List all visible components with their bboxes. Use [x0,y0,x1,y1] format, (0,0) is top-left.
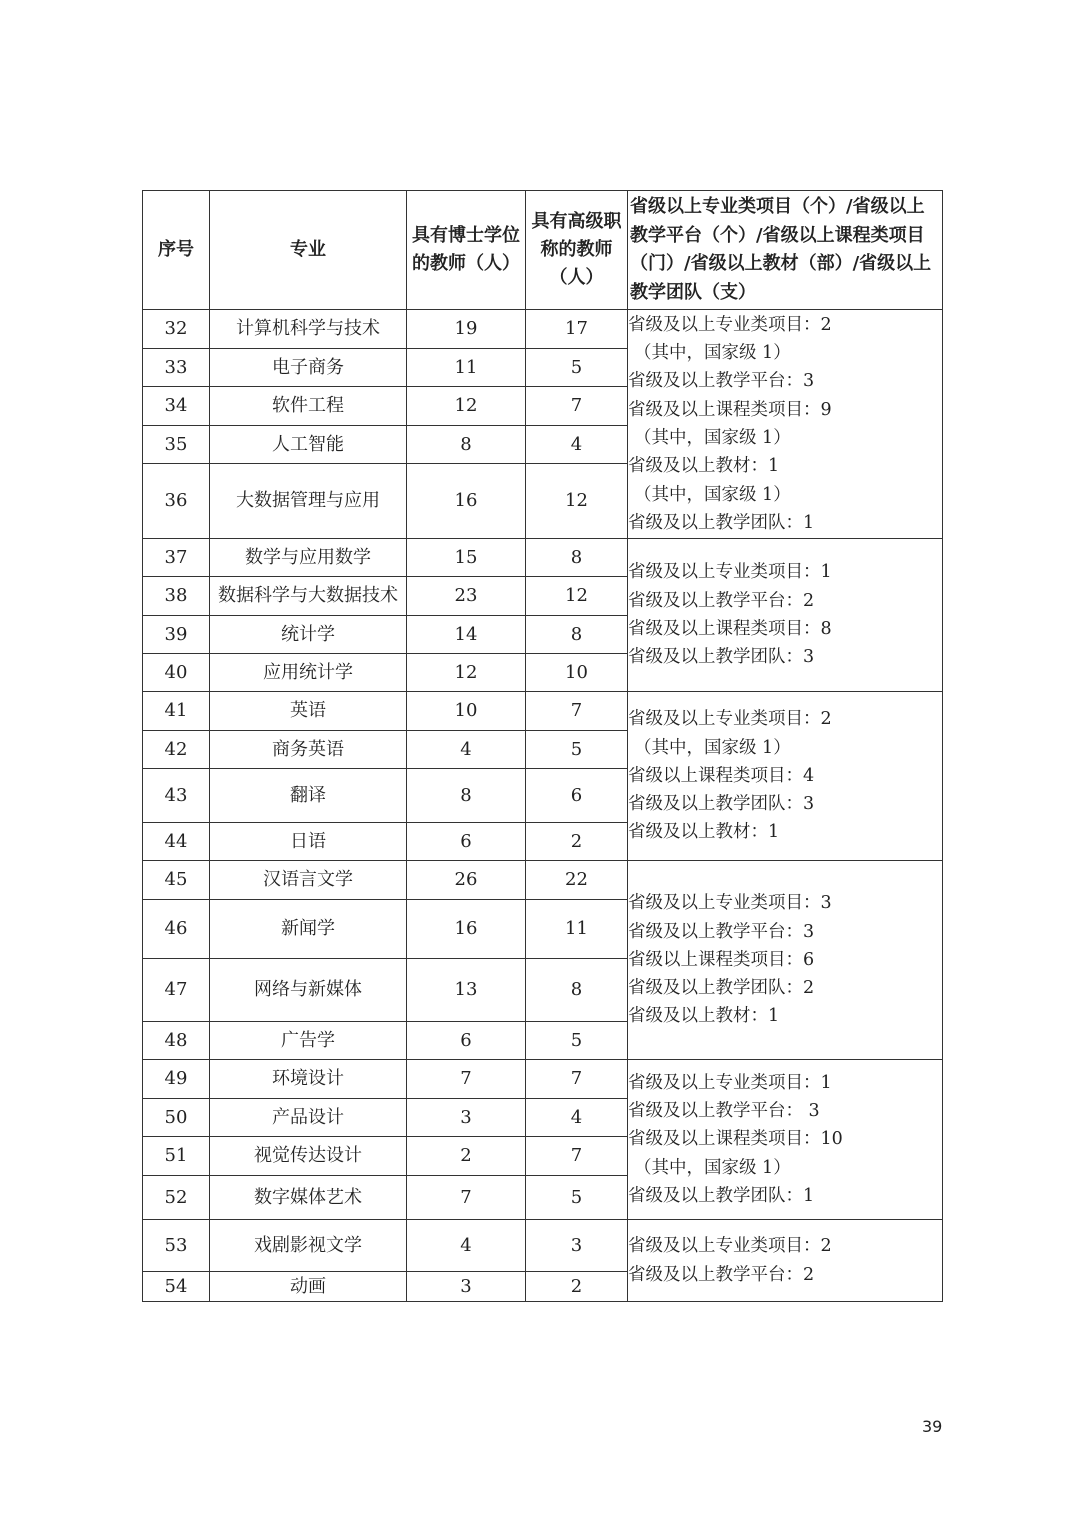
cell-phd: 10 [407,692,526,731]
project-summary-line: 省级及以上教学团队：2 [628,978,815,999]
cell-phd: 19 [407,310,526,349]
cell-senior: 5 [526,731,628,769]
cell-phd: 26 [407,861,526,900]
cell-major: 新闻学 [210,900,407,959]
table-row [143,692,943,731]
cell-phd: 23 [407,577,526,616]
cell-seq: 44 [143,823,210,861]
cell-major: 电子商务 [210,349,407,387]
cell-senior: 8 [526,539,628,577]
cell-major: 数学与应用数学 [210,539,407,577]
cell-seq: 39 [143,616,210,654]
header-projects: 省级以上专业类项目（个）/省级以上教学平台（个）/省级以上课程类项目（门）/省级以上教材（部）/省级以上教学团队（支） [628,191,943,310]
page-number: 39 [922,1417,943,1436]
cell-senior: 12 [526,464,628,539]
project-summary-line: 省级及以上专业类项目：2 [628,709,832,730]
cell-major: 大数据管理与应用 [210,464,407,539]
project-summary-line: 省级及以上课程类项目：10 [628,1129,843,1150]
project-summary-line: 省级及以上教材：1 [628,1006,780,1027]
project-summary-line: （其中，国家级 1） [634,1157,791,1178]
cell-major: 网络与新媒体 [210,959,407,1022]
cell-phd: 14 [407,616,526,654]
project-summary-line: 省级及以上专业类项目：2 [628,1236,832,1257]
header-senior: 具有高级职称的教师（人） [526,191,628,310]
cell-phd: 6 [407,823,526,861]
cell-senior: 3 [526,1220,628,1272]
cell-senior: 5 [526,1022,628,1060]
cell-seq: 42 [143,731,210,769]
header-phd: 具有博士学位的教师（人） [407,191,526,310]
project-summary-line: （其中，国家级 1） [634,737,791,758]
cell-seq: 38 [143,577,210,616]
cell-phd: 3 [407,1099,526,1137]
cell-senior: 6 [526,769,628,823]
cell-senior: 22 [526,861,628,900]
cell-phd: 8 [407,769,526,823]
table-row [143,1060,943,1099]
header-seq: 序号 [143,191,210,310]
cell-phd: 7 [407,1176,526,1220]
table-row [143,1220,943,1272]
project-summary-line: 省级及以上教学平台：3 [628,921,815,942]
cell-major: 商务英语 [210,731,407,769]
cell-phd: 12 [407,654,526,692]
cell-major: 产品设计 [210,1099,407,1137]
cell-phd: 8 [407,426,526,464]
cell-major: 翻译 [210,769,407,823]
cell-phd: 15 [407,539,526,577]
project-summary-cell [628,861,943,1060]
cell-senior: 5 [526,1176,628,1220]
cell-major: 软件工程 [210,387,407,426]
cell-senior: 8 [526,959,628,1022]
cell-phd: 4 [407,731,526,769]
cell-major: 视觉传达设计 [210,1137,407,1176]
cell-seq: 45 [143,861,210,900]
cell-phd: 2 [407,1137,526,1176]
cell-seq: 34 [143,387,210,426]
cell-major: 人工智能 [210,426,407,464]
project-summary-cell [628,310,943,539]
cell-seq: 43 [143,769,210,823]
table-header-row [143,191,943,310]
cell-seq: 33 [143,349,210,387]
header-major: 专业 [210,191,407,310]
project-summary-line: （其中，国家级 1） [634,428,791,448]
cell-seq: 52 [143,1176,210,1220]
project-summary-line: 省级及以上教材：1 [628,822,780,843]
project-summary-line: 省级及以上专业类项目：3 [628,893,832,914]
cell-major: 环境设计 [210,1060,407,1099]
cell-major: 统计学 [210,616,407,654]
cell-senior: 2 [526,823,628,861]
cell-seq: 50 [143,1099,210,1137]
cell-senior: 11 [526,900,628,959]
cell-major: 汉语言文学 [210,861,407,900]
cell-major: 戏剧影视文学 [210,1220,407,1272]
cell-phd: 4 [407,1220,526,1272]
project-summary-line: 省级及以上教学平台：3 [628,371,815,392]
project-summary-line: 省级及以上教学团队：1 [628,512,815,533]
project-summary-line: 省级及以上课程类项目：9 [628,399,832,420]
project-summary-line: 省级及以上教学平台： 3 [628,1101,820,1122]
cell-seq: 51 [143,1137,210,1176]
cell-seq: 41 [143,692,210,731]
table-row [143,539,943,577]
cell-phd: 13 [407,959,526,1022]
project-summary-line: 省级及以上教材：1 [628,456,780,477]
cell-seq: 37 [143,539,210,577]
cell-senior: 8 [526,616,628,654]
cell-phd: 3 [407,1272,526,1302]
cell-seq: 32 [143,310,210,349]
cell-phd: 16 [407,464,526,539]
cell-major: 动画 [210,1272,407,1302]
cell-major: 应用统计学 [210,654,407,692]
cell-seq: 36 [143,464,210,539]
cell-phd: 12 [407,387,526,426]
major-statistics-table [142,190,943,1302]
project-summary-cell [628,539,943,692]
table-row [143,861,943,900]
project-summary-line: 省级及以上专业类项目：1 [628,562,832,583]
cell-senior: 7 [526,1137,628,1176]
project-summary-line: 省级及以上专业类项目：1 [628,1072,832,1093]
cell-senior: 4 [526,1099,628,1137]
cell-major: 日语 [210,823,407,861]
cell-seq: 48 [143,1022,210,1060]
cell-major: 计算机科学与技术 [210,310,407,349]
cell-senior: 7 [526,387,628,426]
cell-senior: 7 [526,692,628,731]
table-row [143,310,943,349]
cell-senior: 4 [526,426,628,464]
cell-seq: 35 [143,426,210,464]
project-summary-line: （其中，国家级 1） [634,484,791,505]
project-summary-line: 省级及以上专业类项目：2 [628,314,832,335]
project-summary-line: 省级及以上教学团队：3 [628,647,815,668]
cell-senior: 12 [526,577,628,616]
project-summary-line: 省级及以上教学平台：2 [628,1264,815,1285]
cell-major: 广告学 [210,1022,407,1060]
cell-major: 数字媒体艺术 [210,1176,407,1220]
project-summary-line: 省级以上课程类项目：6 [628,949,815,970]
cell-phd: 7 [407,1060,526,1099]
cell-phd: 11 [407,349,526,387]
cell-senior: 17 [526,310,628,349]
cell-senior: 7 [526,1060,628,1099]
project-summary-line: 省级及以上教学团队：1 [628,1185,815,1206]
project-summary-cell [628,1220,943,1302]
cell-senior: 2 [526,1272,628,1302]
cell-senior: 5 [526,349,628,387]
project-summary-line: 省级及以上教学团队：3 [628,794,815,815]
cell-seq: 49 [143,1060,210,1099]
cell-seq: 46 [143,900,210,959]
project-summary-cell [628,1060,943,1220]
cell-seq: 40 [143,654,210,692]
project-summary-line: 省级及以上教学平台：2 [628,590,815,611]
cell-seq: 54 [143,1272,210,1302]
project-summary-line: （其中，国家级 1） [634,343,791,364]
project-summary-line: 省级及以上课程类项目：8 [628,619,832,639]
cell-phd: 16 [407,900,526,959]
cell-seq: 53 [143,1220,210,1272]
project-summary-cell [628,692,943,861]
cell-senior: 10 [526,654,628,692]
cell-phd: 6 [407,1022,526,1060]
project-summary-line: 省级以上课程类项目：4 [628,765,815,786]
cell-major: 英语 [210,692,407,731]
cell-major: 数据科学与大数据技术 [210,577,407,616]
cell-seq: 47 [143,959,210,1022]
